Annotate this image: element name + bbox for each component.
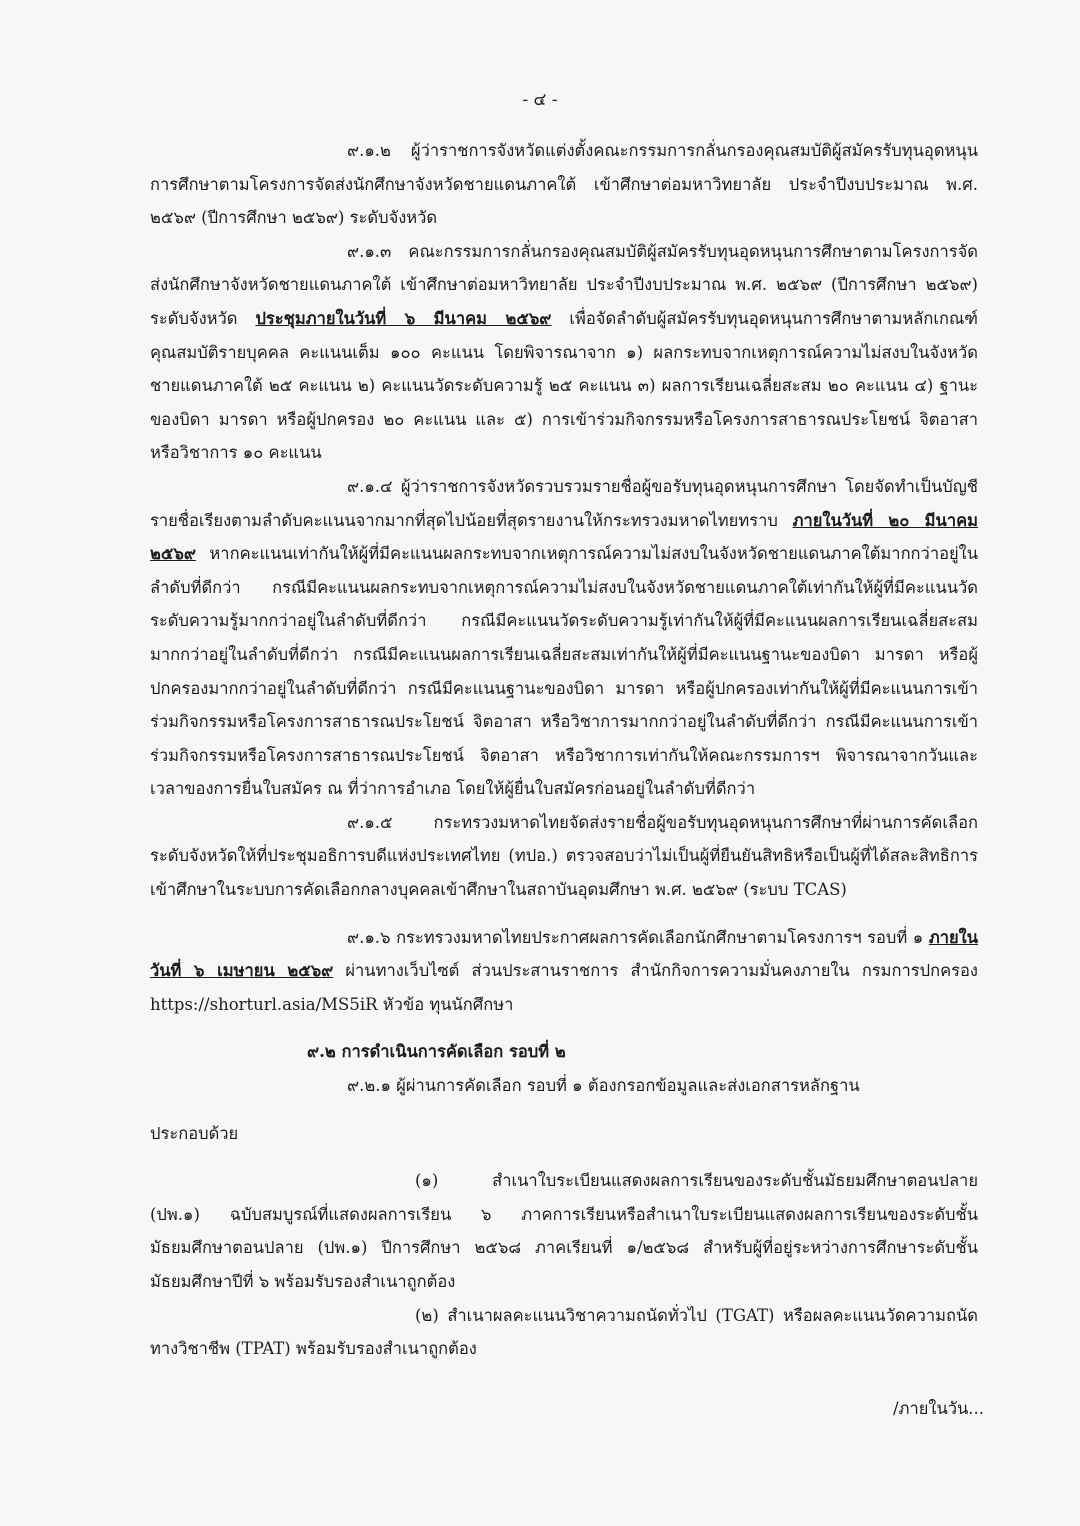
announcement-deadline: ภายในวันที่ ๖ เมษายน ๒๕๖๙	[150, 927, 978, 981]
document-body	[150, 134, 978, 1366]
paragraph-9-1-2: ๙.๑.๒ ผู้ว่าราชการจังหวัดแต่งตั้งคณะกรรมการกลั่นกรองคุณสมบัติผู้สมัครรับทุนอุดหนุนการศึกษาตามโครงการจัดส่งนักศึกษาจังหวัดชายแดนภาคใต้ เข้าศึกษาต่อมหาวิทยาลัย ประจำปีงบประมาณ พ.ศ. ๒๕๖๙ (ปีการศึกษา ๒๕๖๙) ระดับจังหวัด	[150, 141, 978, 228]
paragraph-9-1-6	[150, 921, 978, 1022]
report-deadline: ภายในวันที่ ๒๐ มีนาคม ๒๕๖๙	[150, 510, 978, 564]
document-item-1: (๑) สำเนาใบระเบียนแสดงผลการเรียนของระดับชั้นมัธยมศึกษาตอนปลาย (ปพ.๑) ฉบับสมบูรณ์ที่แสดงผลการเรียน ๖ ภาคการเรียนหรือสำเนาใบระเบียนแสดงผลการเรียนของระดับชั้นมัธยมศึกษาตอนปลาย (ปพ.๑) ปีการศึกษา ๒๕๖๘ ภาคเรียนที่ ๑/๒๕๖๘ สำหรับผู้ที่อยู่ระหว่างการศึกษาระดับชั้นมัธยมศึกษาปีที่ ๖ พร้อมรับรองสำเนาถูกต้อง	[150, 1171, 978, 1291]
paragraph-text: หากคะแนนเท่ากันให้ผู้ที่มีคะแนนผลกระทบจากเหตุการณ์ความไม่สงบในจังหวัดชายแดนภาคใต้มากกว่าอยู่ในลำดับที่ดีกว่า กรณีมีคะแนนผลกระทบจากเหตุการณ์ความไม่สงบในจังหวัดชายแดนภาคใต้เท่ากันให้ผู้ที่มีคะแนนวัดระดับความรู้มากกว่าอยู่ในลำดับที่ดีกว่า กรณีมีคะแนนวัดระดับความรู้เท่ากันให้ผู้ที่มีคะแนนผลการเรียนเฉลี่ยสะสมมากกว่าอยู่ในลำดับที่ดีกว่า กรณีมีคะแนนผลการเรียนเฉลี่ยสะสมเท่ากันให้ผู้ที่มีคะแนนฐานะของบิดา มารดา หรือผู้ปกครองมากกว่าอยู่ในลำดับที่ดีกว่า กรณีมีคะแนนฐานะของบิดา มารดา หรือผู้ปกครองเท่ากันให้ผู้ที่มีคะแนนการเข้าร่วมกิจกรรมหรือโครงการสาธารณประโยชน์ จิตอาสา หรือวิชาการมากกว่าอยู่ในลำดับที่ดีกว่า กรณีมีคะแนนการเข้าร่วมกิจกรรมหรือโครงการสาธารณประโยชน์ จิตอาสา หรือวิชาการเท่ากันให้คณะกรรมการฯ พิจารณาจากวันและเวลาของการยื่นใบสมัคร ณ ที่ว่าการอำเภอ โดยให้ผู้ยื่นใบสมัครก่อนอยู่ในลำดับที่ดีกว่า	[150, 544, 978, 799]
paragraph-9-1-4	[150, 470, 978, 806]
section-heading-9-2: ๙.๒ การดำเนินการคัดเลือก รอบที่ ๒	[307, 1042, 566, 1062]
paragraph-text: ๙.๑.๖ กระทรวงมหาดไทยประกาศผลการคัดเลือกนักศึกษาตามโครงการฯ รอบที่ ๑	[347, 927, 929, 947]
next-page-continuation: /ภายในวัน...	[893, 1399, 984, 1418]
document-item-2: (๒) สำเนาผลคะแนนวิชาความถนัดทั่วไป (TGAT) หรือผลคะแนนวัดความถนัดทางวิชาชีพ (TPAT) พร้อมรับรองสำเนาถูกต้อง	[150, 1305, 978, 1359]
paragraph-text: ๙.๑.๓ คณะกรรมการกลั่นกรองคุณสมบัติผู้สมัครรับทุนอุดหนุนการศึกษาตามโครงการจัดส่งนักศึกษาจังหวัดชายแดนภาคใต้ เข้าศึกษาต่อมหาวิทยาลัย ประจำปีงบประมาณ พ.ศ. ๒๕๖๙ (ปีการศึกษา ๒๕๖๙) ระดับจังหวัด	[150, 241, 978, 328]
paragraph-9-1-3	[150, 235, 978, 470]
paragraph-text: ๙.๑.๔ ผู้ว่าราชการจังหวัดรวบรวมรายชื่อผู้ขอรับทุนอุดหนุนการศึกษา โดยจัดทำเป็นบัญชีรายชื่อเรียงตามลำดับคะแนนจากมากที่สุดไปน้อยที่สุดรายงานให้กระทรวงมหาดไทยทราบ	[150, 476, 978, 530]
paragraph-9-2-1-continued: ประกอบด้วย	[150, 1123, 239, 1143]
paragraph-9-2-1: ๙.๒.๑ ผู้ผ่านการคัดเลือก รอบที่ ๑ ต้องกรอกข้อมูลและส่งเอกสารหลักฐาน	[347, 1076, 860, 1096]
paragraph-text: ผ่านทางเว็บไซต์ ส่วนประสานราชการ สำนักกิจการความมั่นคงภายใน กรมการปกครอง https://shorturl.asia/MS5iR หัวข้อ ทุนนักศึกษา	[150, 961, 978, 1014]
paragraph-9-1-5: ๙.๑.๕ กระทรวงมหาดไทยจัดส่งรายชื่อผู้ขอรับทุนอุดหนุนการศึกษาที่ผ่านการคัดเลือกระดับจังหวัดให้ที่ประชุมอธิการบดีแห่งประเทศไทย (ทปอ.) ตรวจสอบว่าไม่เป็นผู้ที่ยืนยันสิทธิหรือเป็นผู้ที่ได้สละสิทธิการเข้าศึกษาในระบบการคัดเลือกกลางบุคคลเข้าศึกษาในสถาบันอุดมศึกษา พ.ศ. ๒๕๖๙ (ระบบ TCAS)	[150, 812, 978, 900]
page-number: - ๔ -	[522, 90, 558, 110]
paragraph-text: เพื่อจัดลำดับผู้สมัครรับทุนอุดหนุนการศึกษาตามหลักเกณฑ์คุณสมบัติรายบุคคล คะแนนเต็ม ๑๐๐ คะแนน โดยพิจารณาจาก ๑) ผลกระทบจากเหตุการณ์ความไม่สงบในจังหวัดชายแดนภาคใต้ ๒๕ คะแนน ๒) คะแนนวัดระดับความรู้ ๒๕ คะแนน ๓) ผลการเรียนเฉลี่ยสะสม ๒๐ คะแนน ๔) ฐานะของบิดา มารดา หรือผู้ปกครอง ๒๐ คะแนน และ ๕) การเข้าร่วมกิจกรรมหรือโครงการสาธารณประโยชน์ จิตอาสา หรือวิชาการ ๑๐ คะแนน	[150, 308, 978, 463]
meeting-deadline: ประชุมภายในวันที่ ๖ มีนาคม ๒๕๖๙	[255, 308, 552, 328]
